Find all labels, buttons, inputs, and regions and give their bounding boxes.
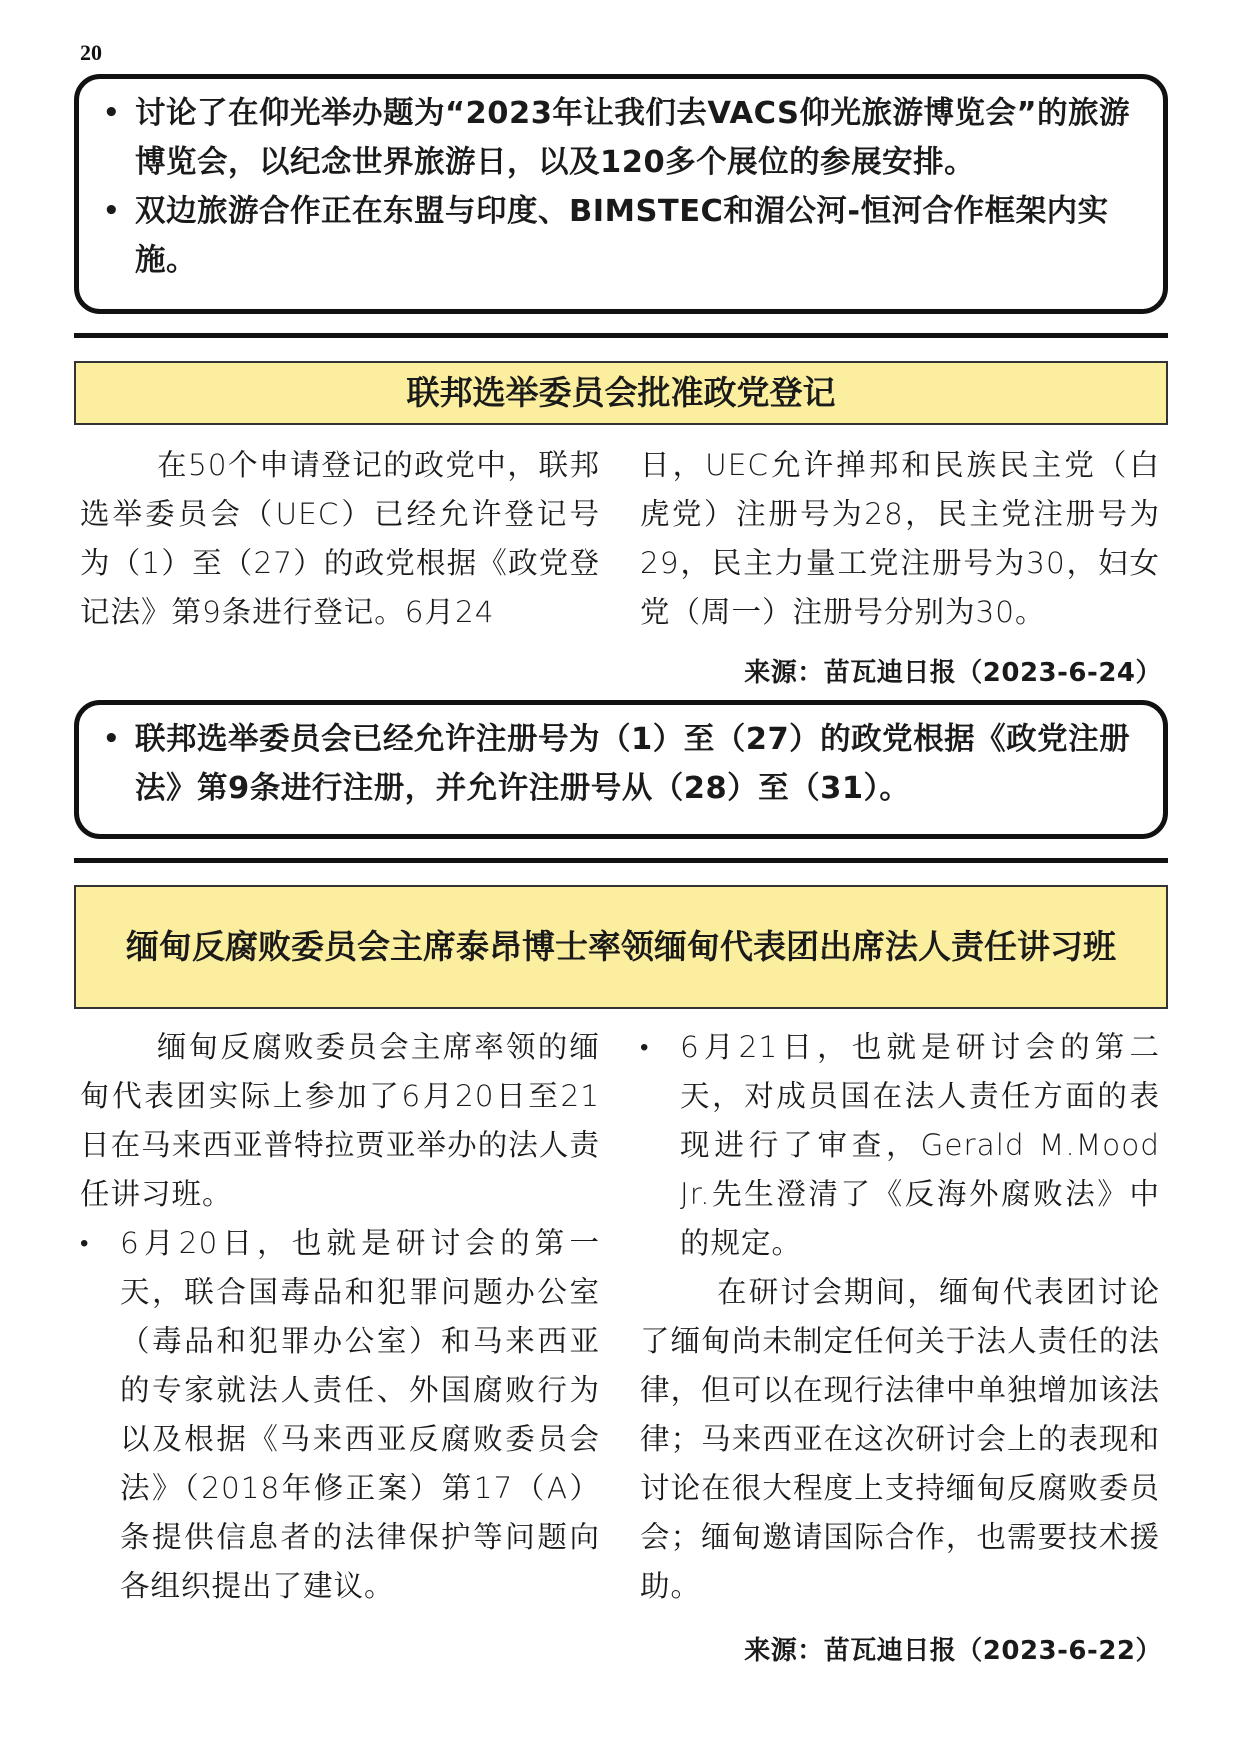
summary-list xyxy=(101,715,1143,813)
article-paragraph: 在50个申请登记的政党中，联邦选举委员会（UEC）已经允许登记号为（1）至（27）的政党根据《政党登记法》第9条进行登记。6月24 xyxy=(80,448,600,629)
article-paragraph: 在研讨会期间，缅甸代表团讨论了缅甸尚未制定任何关于法人责任的法律，但可以在现行法律中单独增加该法律；马来西亚在这次研讨会上的表现和讨论在很大程度上支持缅甸反腐败委员会；缅甸邀请国际合作，也需要技术援助。 xyxy=(640,1275,1160,1603)
summary-bullet: • 双边旅游合作正在东盟与印度、BIMSTEC和湄公河-恒河合作框架内实施。 xyxy=(101,187,1143,285)
list-item: • 6月21日，也就是研讨会的第二天，对成员国在法人责任方面的表现进行了审查，Gerald M.Mood Jr.先生澄清了《反海外腐败法》中的规定。 xyxy=(640,1023,1160,1268)
summary-bullet: • 讨论了在仰光举办题为“2023年让我们去VACS仰光旅游博览会”的旅游博览会，以纪念世界旅游日，以及120多个展位的参展安排。 xyxy=(101,89,1143,187)
section-divider xyxy=(74,333,1168,338)
section-divider xyxy=(74,858,1168,863)
article-right-column xyxy=(640,441,1160,637)
article-summary-box xyxy=(74,700,1168,839)
article-paragraph: 缅甸反腐败委员会主席率领的缅甸代表团实际上参加了6月20日至21日在马来西亚普特拉贾亚举办的法人责任讲习班。 xyxy=(80,1030,600,1211)
article-source: 来源：苗瓦迪日报（2023-6-24） xyxy=(744,658,1162,688)
article-source: 来源：苗瓦迪日报（2023-6-22） xyxy=(744,1636,1162,1666)
article-headline: 联邦选举委员会批准政党登记 xyxy=(74,361,1168,425)
top-summary-box xyxy=(74,74,1168,314)
article-left-column xyxy=(80,441,600,637)
bullet-list xyxy=(80,1219,600,1611)
article-headline: 缅甸反腐败委员会主席泰昂博士率领缅甸代表团出席法人责任讲习班 xyxy=(74,885,1168,1009)
bullet-list xyxy=(640,1023,1160,1268)
article-right-column xyxy=(640,1023,1160,1611)
article-paragraph: 日，UEC允许掸邦和民族民主党（白虎党）注册号为28，民主党注册号为29，民主力量工党注册号为30，妇女党（周一）注册号分别为30。 xyxy=(640,448,1160,629)
summary-bullet: • 联邦选举委员会已经允许注册号为（1）至（27）的政党根据《政党注册法》第9条进行注册，并允许注册号从（28）至（31）。 xyxy=(101,715,1143,813)
article-left-column xyxy=(80,1023,600,1611)
page-number: 20 xyxy=(80,40,102,65)
list-item: • 6月20日，也就是研讨会的第一天，联合国毒品和犯罪问题办公室（毒品和犯罪办公室）和马来西亚的专家就法人责任、外国腐败行为以及根据《马来西亚反腐败委员会法》（2018年修正案）第17（A）条提供信息者的法律保护等问题向各组织提出了建议。 xyxy=(80,1219,600,1611)
summary-list xyxy=(101,89,1143,285)
